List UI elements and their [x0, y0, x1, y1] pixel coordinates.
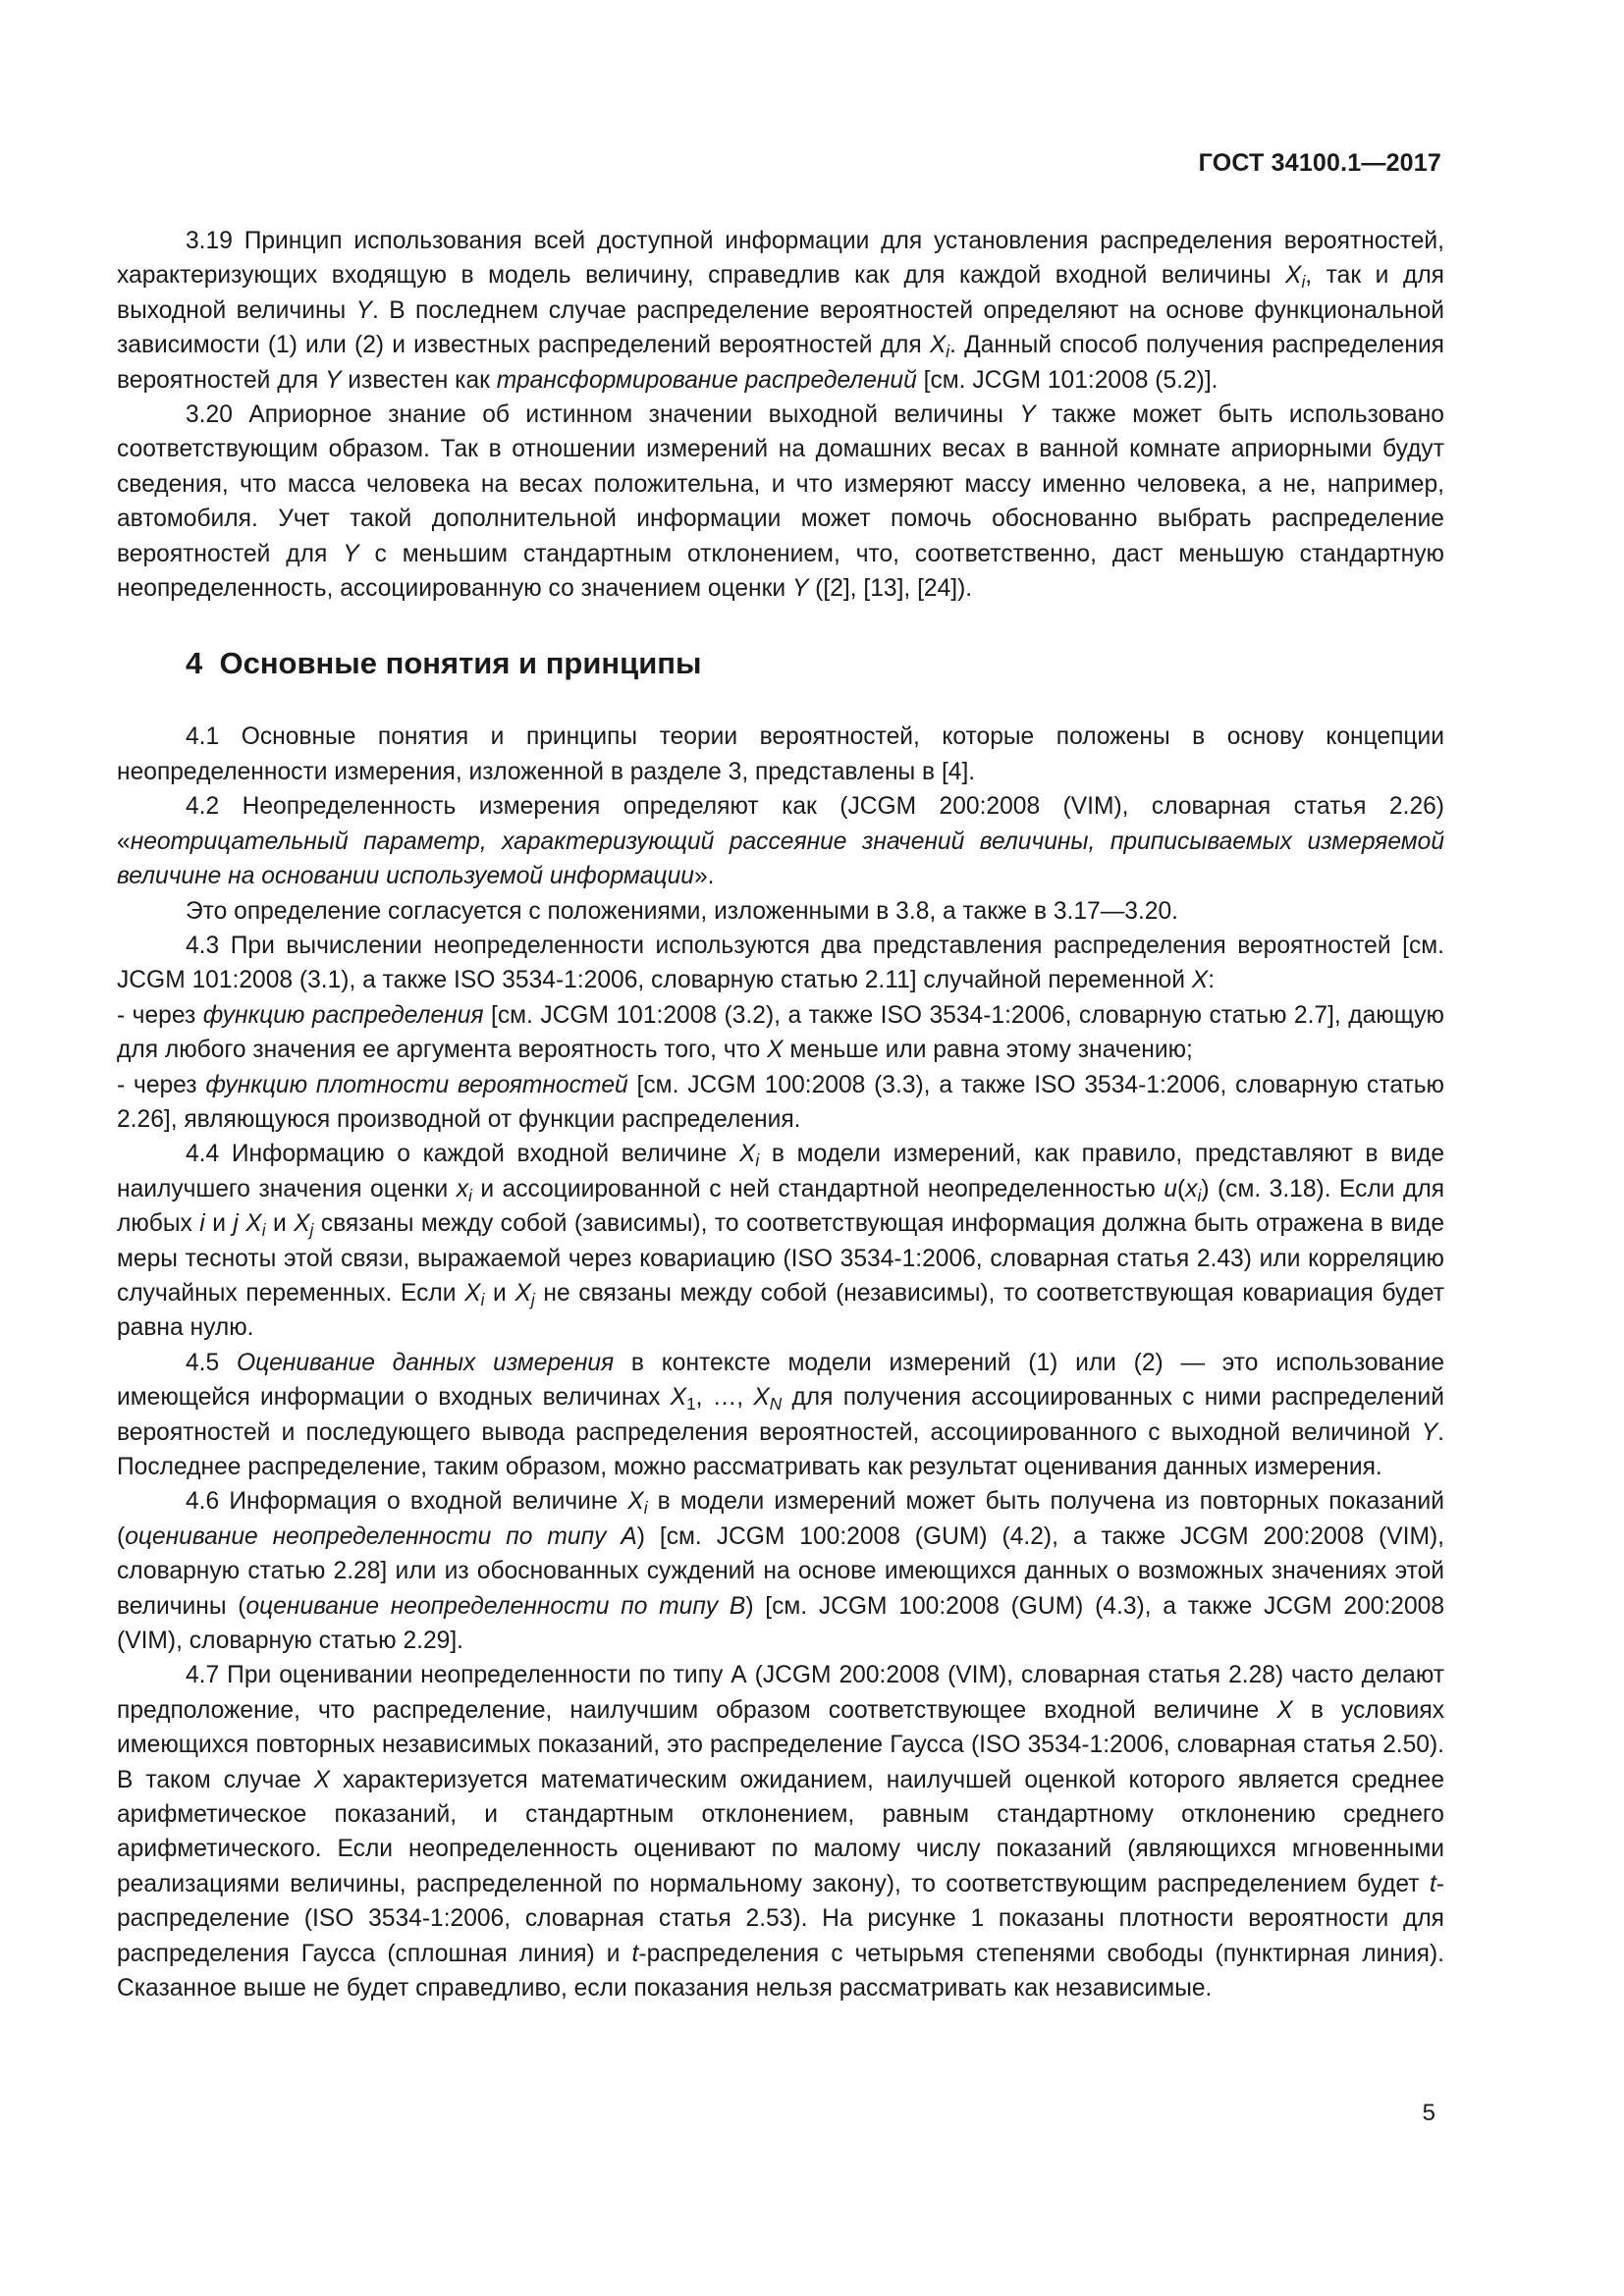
paragraph-4-1: 4.1 Основные понятия и принципы теории вероятностей, которые положены в основу концепции неопределенности измерения, изложенной в разделе 3, представлены в [4]. — [117, 723, 1444, 785]
list-item: - через функцию плотности вероятностей [см. JCGM 100:2008 (3.3), а также ISO 3534-1:2006, словарную статью 2.26], являющуюся производной от функции распределения. — [117, 1071, 1444, 1133]
paragraph-4-7: 4.7 При оценивании неопределенности по типу А (JCGM 200:2008 (VIM), словарная статья 2.28) часто делают предположение, что распределение, наилучшим образом соответствующее входной величине X в условиях имеющихся повторных независимых показаний, это распределение Гаусса (ISO 3534-1:2006, словарная статья 2.50). В таком случае X характеризуется математическим ожиданием, наилучшей оценкой которого является среднее арифметическое показаний, и стандартным отклонением, равным стандартному отклонению среднего арифметического. Если неопределенность оценивают по малому числу показаний (являющихся мгновенными реализациями величины, распределенной по нормальному закону), то соответствующим распределением будет t-распределение (ISO 3534-1:2006, словарная статья 2.53). На рисунке 1 показаны плотности вероятности для распределения Гаусса (сплошная линия) и t-распределения с четырьмя степенями свободы (пунктирная линия). Сказанное выше не будет справедливо, если показания нельзя рассматривать как независимые. — [117, 1662, 1444, 2002]
page-number: 5 — [1422, 2100, 1435, 2126]
paragraph-4-3: 4.3 При вычислении неопределенности используются два представления распределения вероятностей [см. JCGM 101:2008 (3.1), а также ISO 3534-1:2006, словарную статью 2.11] случайной переменной X: — [117, 932, 1444, 994]
paragraph-4-2: 4.2 Неопределенность измерения определяют как (JCGM 200:2008 (VIM), словарная статья 2.26) «неотрицательный параметр, характеризующий рассеяние значений величины, приписываемых измеряемой величине на основании используемой информации». — [117, 793, 1444, 890]
section-number: 4 — [186, 646, 203, 681]
paragraph-4-4: 4.4 Информацию о каждой входной величине $X_i$ в модели измерений, как правило, представляют в виде наилучшего значения оценки $x_i$ и ассоциированной с ней стандартной неопределенностью $u(x_i)$ (см. 3.18). Если для любых i и j $X_i$ и $X_j$ связаны между собой (зависимы), то соответствующая информация должна быть отражена в виде меры тесноты этой связи, выражаемой через ковариацию (ISO 3534-1:2006, словарная статья 2.43) или корреляцию случайных переменных. Если $X_i$ и $X_j$ не связаны между собой (независимы), то соответствующая ковариация будет равна нулю. — [117, 1141, 1445, 1342]
list-item: - через функцию распределения [см. JCGM 101:2008 (3.2), а также ISO 3534-1:2006, словарную статью 2.7], дающую для любого значения ее аргумента вероятность того, что X меньше или равна этому значению; — [117, 1001, 1444, 1064]
section-heading — [117, 606, 1444, 720]
paragraph-4-5: 4.5 Оценивание данных измерения в контексте модели измерений (1) или (2) — это использование имеющейся информации о входных величинах $X_1$, …, $X_N$ для получения ассоциированных с ними распределений вероятностей и последующего вывода распределения вероятностей, ассоциированного с выходной величиной Y. Последнее распределение, таким образом, можно рассматривать как результат оценивания данных измерения. — [117, 1349, 1444, 1480]
paragraph-3-20: 3.20 Априорное знание об истинном значении выходной величины Y также может быть использовано соответствующим образом. Так в отношении измерений на домашних весах в ванной комнате априорными будут сведения, что масса человека на весах положительна, и что измеряют массу именно человека, а не, например, автомобиля. Учет такой дополнительной информации может помочь обоснованно выбрать распределение вероятностей для Y с меньшим стандартным отклонением, что, соответственно, даст меньшую стандартную неопределенность, ассоциированную со значением оценки Y ([2], [13], [24]). — [117, 401, 1444, 603]
document-body — [117, 224, 1444, 2006]
paragraph-4-2-note: Это определение согласуется с положениями, изложенными в 3.8, а также в 3.17—3.20. — [186, 897, 1178, 925]
paragraph-4-6: 4.6 Информация о входной величине $X_i$ в модели измерений может быть получена из повторных показаний (оценивание неопределенности по типу А) [см. JCGM 100:2008 (GUM) (4.2), а также JCGM 200:2008 (VIM), словарную статью 2.28] или из обоснованных суждений на основе имеющихся данных о возможных значениях этой величины (оценивание неопределенности по типу В) [см. JCGM 100:2008 (GUM) (4.3), а также JCGM 200:2008 (VIM), словарную статью 2.29]. — [117, 1488, 1444, 1655]
paragraph-3-19: 3.19 Принцип использования всей доступной информации для установления распределения вероятностей, характеризующих входящую в модель величину, справедлив как для каждой входной величины $X_i$, так и для выходной величины Y. В последнем случае распределение вероятностей определяют на основе функциональной зависимости (1) или (2) и известных распределений вероятностей для $X_i$. Данный способ получения распределения вероятностей для Y известен как трансформирование распределений [см. JCGM 101:2008 (5.2)]. — [117, 228, 1445, 394]
section-title: Основные понятия и принципы — [219, 646, 702, 681]
document-header: ГОСТ 34100.1—2017 — [1198, 149, 1441, 177]
